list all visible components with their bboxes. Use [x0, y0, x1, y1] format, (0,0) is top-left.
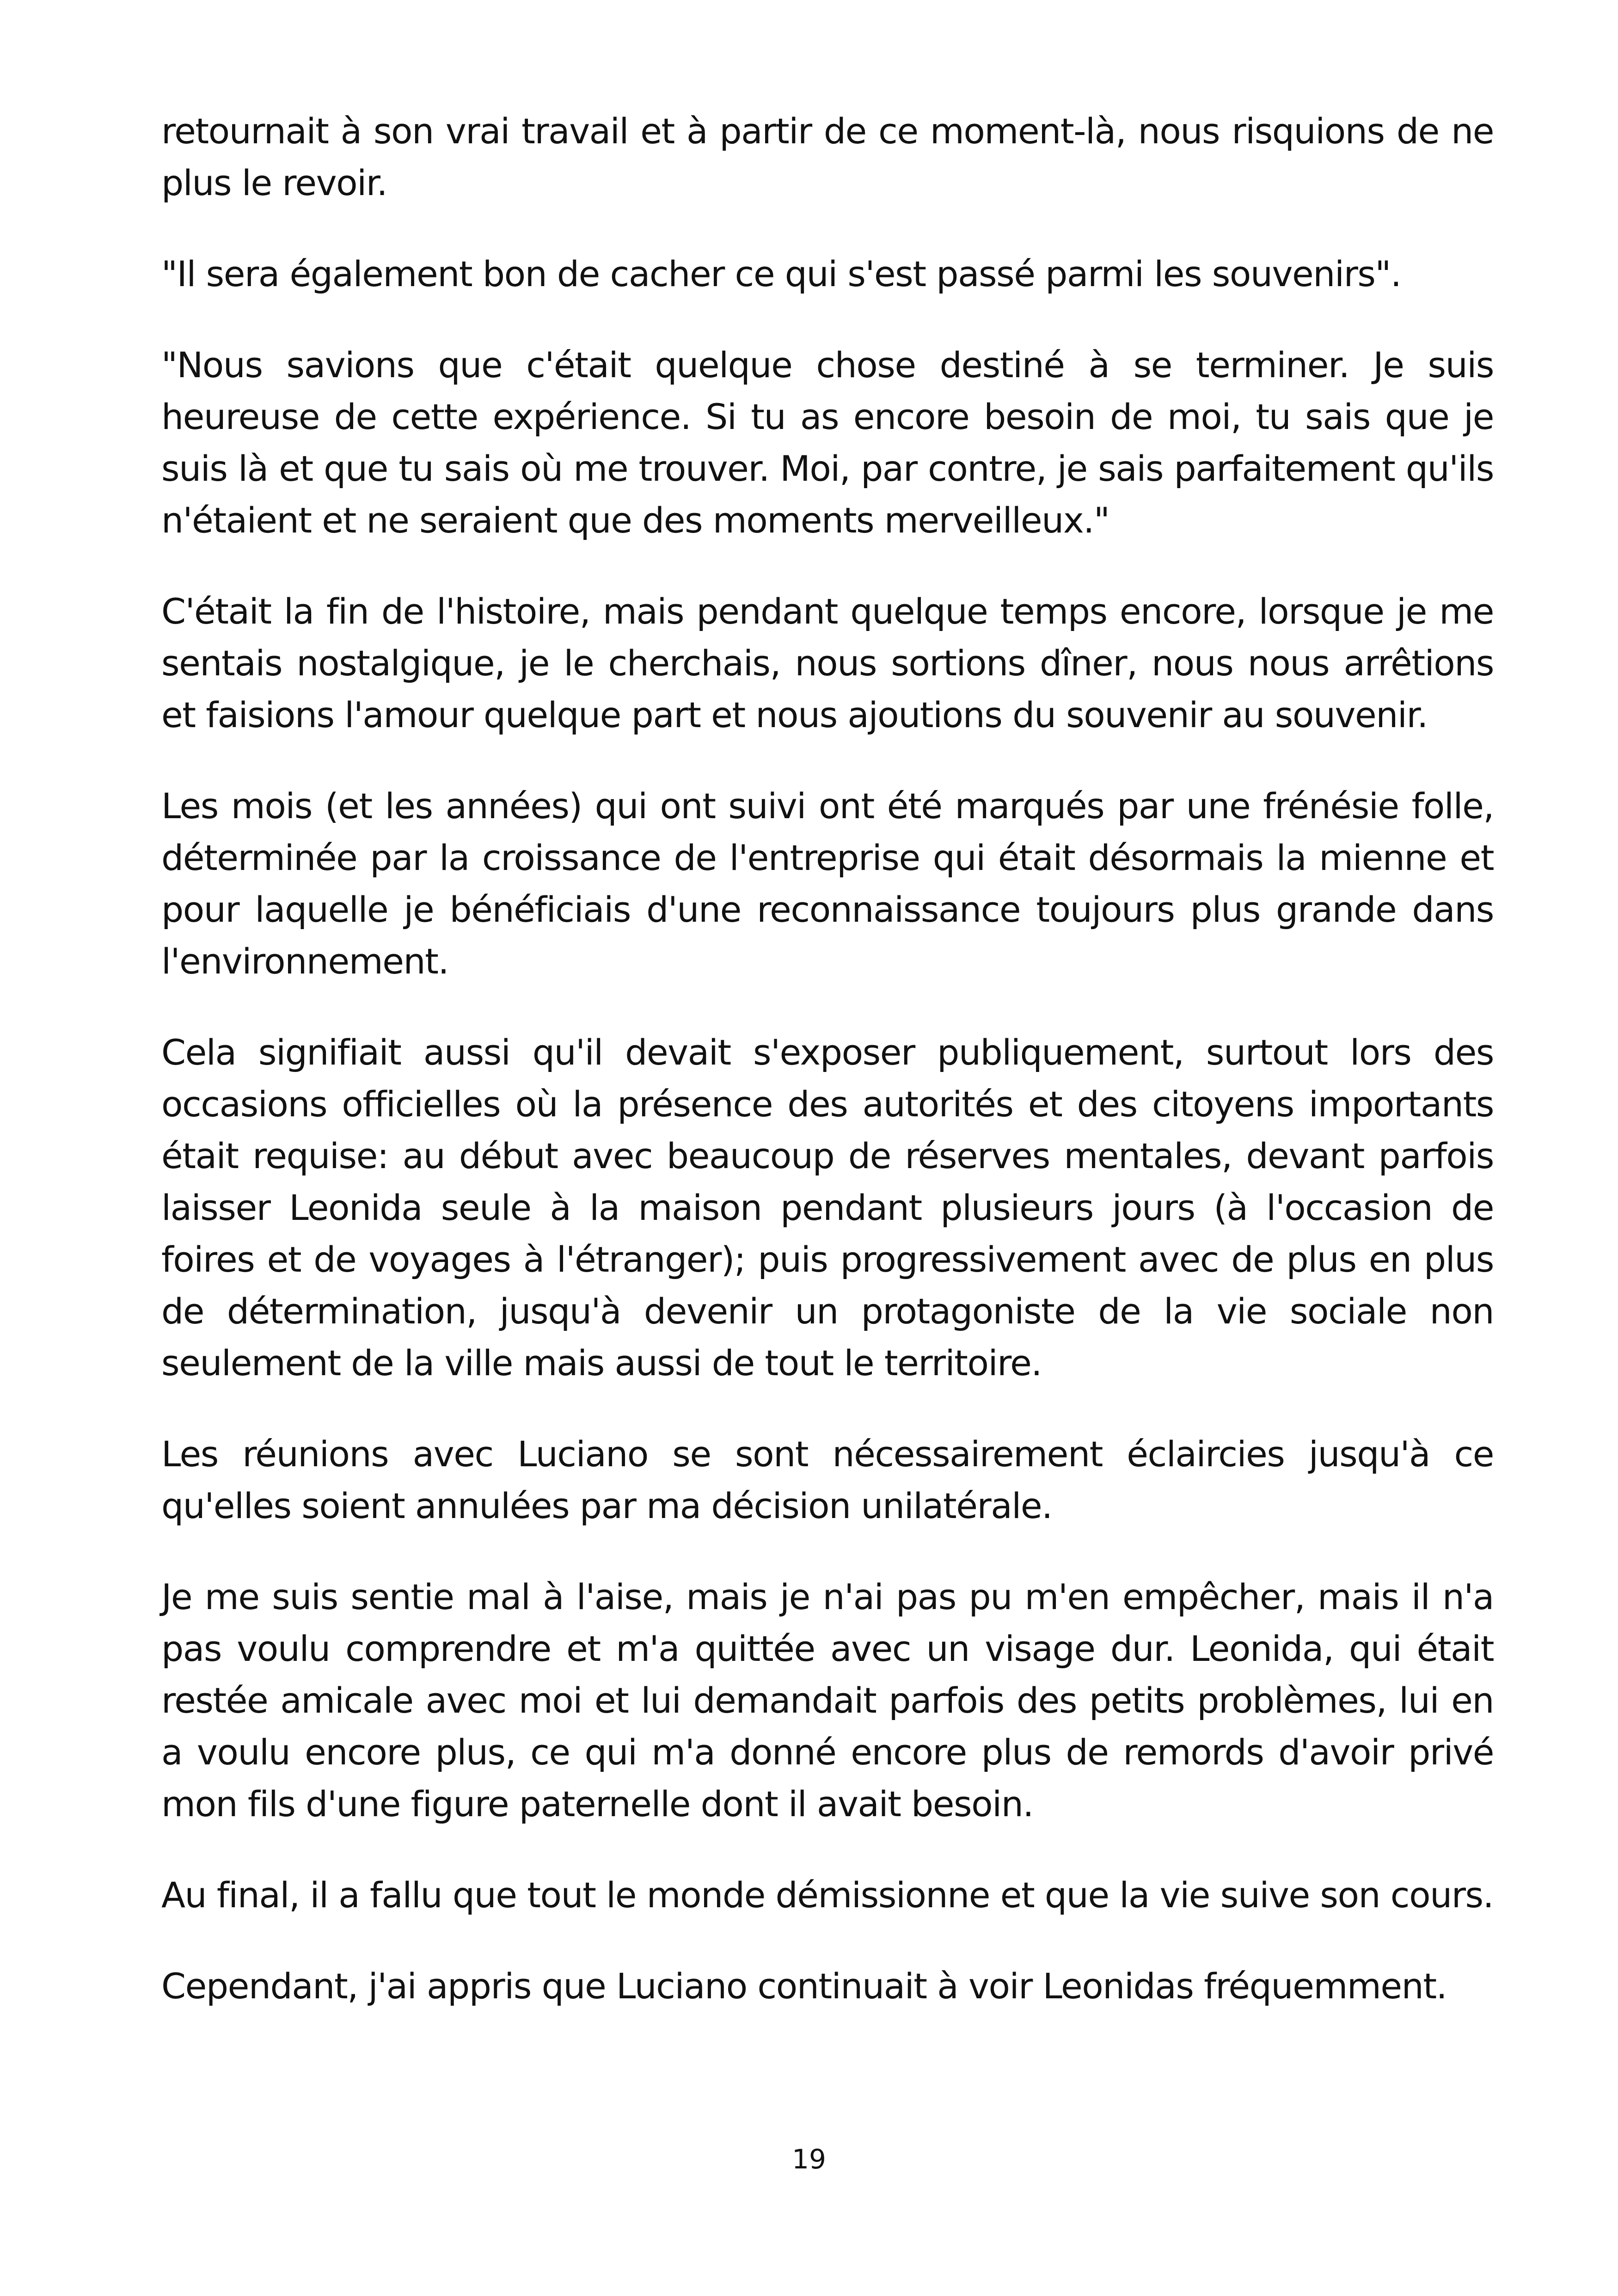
paragraph-7: Les réunions avec Luciano se sont nécessairement éclaircies jusqu'à ce qu'elles soient annulées par ma décision unilatérale. — [161, 1433, 1494, 1526]
paragraph-10: Cependant, j'ai appris que Luciano continuait à voir Leonidas fréquemment. — [161, 1965, 1447, 2007]
page-number: 19 — [792, 2143, 826, 2175]
paragraph-6: Cela signifiait aussi qu'il devait s'exposer publiquement, surtout lors des occasions officielles où la présence des autorités et des citoyens importants était requise: au début avec beaucoup de réserves mentales, devant parfois laisser Leonida seule à la maison pendant plusieurs jours (à l'occasion de foires et de voyages à l'étranger); puis progressivement avec de plus en plus de détermination, jusqu'à devenir un protagoniste de la vie sociale non seulement de la ville mais aussi de tout le territoire. — [161, 1032, 1494, 1384]
paragraph-4: C'était la fin de l'histoire, mais pendant quelque temps encore, lorsque je me sentais nostalgique, je le cherchais, nous sortions dîner, nous nous arrêtions et faisions l'amour quelque part et nous ajoutions du souvenir au souvenir. — [161, 591, 1494, 735]
body-text — [161, 105, 1494, 2051]
paragraph-8: Je me suis sentie mal à l'aise, mais je n'ai pas pu m'en empêcher, mais il n'a pas voulu comprendre et m'a quittée avec un visage dur. Leonida, qui était restée amicale avec moi et lui demandait parfois des petits problèmes, lui en a voulu encore plus, ce qui m'a donné encore plus de remords d'avoir privé mon fils d'une figure paternelle dont il avait besoin. — [161, 1576, 1494, 1825]
paragraph-9: Au final, il a fallu que tout le monde démissionne et que la vie suive son cours. — [161, 1874, 1494, 1916]
paragraph-3: "Nous savions que c'était quelque chose destiné à se terminer. Je suis heureuse de cette expérience. Si tu as encore besoin de moi, tu sais que je suis là et que tu sais où me trouver. Moi, par contre, je sais parfaitement qu'ils n'étaient et ne seraient que des moments merveilleux." — [161, 344, 1494, 541]
paragraph-2: "Il sera également bon de cacher ce qui s'est passé parmi les souvenirs". — [161, 253, 1401, 294]
paragraph-1: retournait à son vrai travail et à partir de ce moment-là, nous risquions de ne plus le revoir. — [161, 110, 1494, 203]
paragraph-5: Les mois (et les années) qui ont suivi ont été marqués par une frénésie folle, déterminée par la croissance de l'entreprise qui était désormais la mienne et pour laquelle je bénéficiais d'une reconnaissance toujours plus grande dans l'environnement. — [161, 785, 1494, 982]
